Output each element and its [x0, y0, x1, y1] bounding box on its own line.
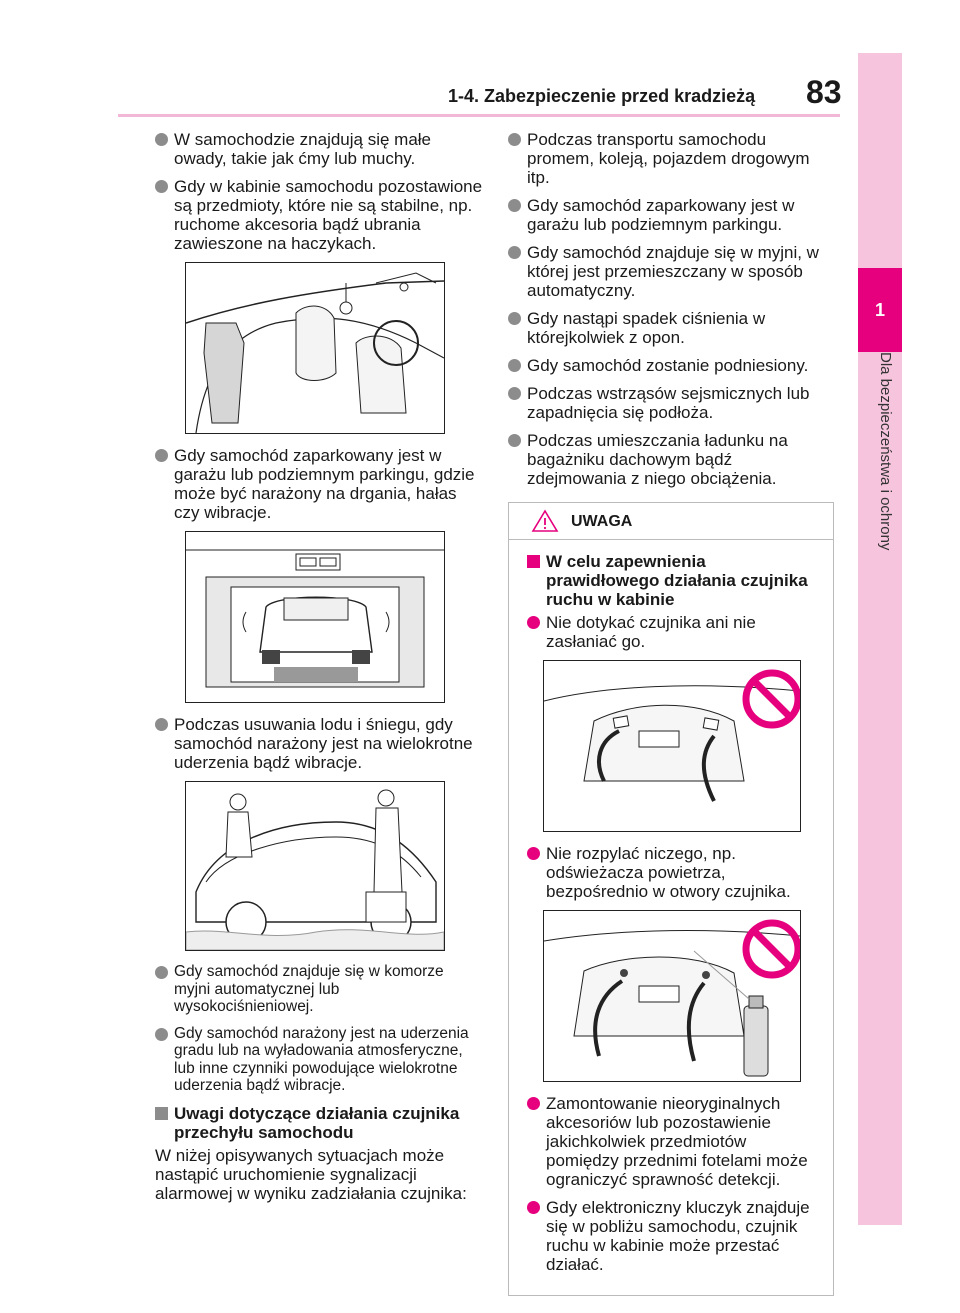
list-item-text: Gdy samochód narażony jest na uderzenia gradu lub na wyładowania atmosferyczne, lub inne czynniki powodujące wielokrotne uderzenia bądź wibracje. [174, 1024, 469, 1094]
square-bullet-icon [527, 555, 540, 568]
caution-header [509, 503, 833, 540]
list-item-text: Podczas wstrząsów sejsmicznych lub zapadnięcia się podłoża. [527, 384, 810, 422]
subsection-heading-text: Uwagi dotyczące działania czujnika przechyłu samochodu [174, 1103, 460, 1142]
caution-label: UWAGA [571, 513, 633, 530]
header-rule [118, 114, 840, 117]
bullet-icon [155, 966, 168, 979]
list-item [155, 715, 483, 772]
list-item [155, 963, 483, 1016]
list-item [508, 243, 834, 300]
list-item [508, 309, 834, 347]
bullet-icon [527, 847, 540, 860]
list-item-text: Nie rozpylać niczego, np. odświeżacza powietrza, bezpośrednio w otwory czujnika. [546, 844, 791, 901]
list-item-text: Gdy samochód znajduje się w myjni, w której jest przemieszczany w sposób automatyczny. [527, 243, 819, 300]
list-item [527, 1198, 823, 1274]
sensor-spray-illustration [543, 910, 801, 1082]
list-item [155, 446, 483, 522]
list-item-text: Gdy samochód zaparkowany jest w garażu lub podziemnym parkingu. [527, 196, 795, 234]
bullet-icon [508, 133, 521, 146]
bullet-icon [155, 133, 168, 146]
page-number: 83 [806, 74, 842, 110]
warning-icon [531, 509, 559, 533]
list-item-text: Podczas umieszczania ładunku na bagażniku dachowym bądź zdejmowania z niego obciążenia. [527, 431, 788, 488]
list-item-text: Gdy samochód zaparkowany jest w garażu lub podziemnym parkingu, gdzie może być narażony na drgania, hałas czy wibracje. [174, 446, 475, 522]
list-item-text: Gdy samochód zostanie podniesiony. [527, 356, 809, 375]
list-item [527, 844, 823, 901]
subsection-heading [155, 1104, 483, 1142]
bullet-icon [527, 1201, 540, 1214]
list-item-text: Gdy nastąpi spadek ciśnienia w którejkolwiek z opon. [527, 309, 766, 347]
bullet-icon [508, 246, 521, 259]
square-bullet-icon [155, 1107, 168, 1120]
chapter-sidebar [858, 53, 902, 1225]
list-item [508, 431, 834, 488]
garage-illustration [185, 531, 445, 703]
caution-heading [527, 552, 823, 609]
list-item-text: Gdy samochód znajduje się w komorze myjni automatycznej lub wysokociśnieniowej. [174, 963, 444, 1015]
list-item-text: Podczas usuwania lodu i śniegu, gdy samochód narażony jest na wielokrotne uderzenia bądź wibracje. [174, 715, 473, 772]
list-item [155, 1025, 483, 1095]
caution-heading-text: W celu zapewnienia prawidłowego działania czujnika ruchu w kabinie [546, 552, 808, 609]
bullet-icon [155, 449, 168, 462]
list-item-text: W samochodzie znajdują się małe owady, takie jak ćmy lub muchy. [174, 130, 432, 168]
car-interior-illustration [185, 262, 445, 434]
section-title: 1-4. Zabezpieczenie przed kradzieżą [448, 86, 756, 106]
list-item [508, 130, 834, 187]
list-item-text: Nie dotykać czujnika ani nie zasłaniać go. [546, 613, 756, 651]
bullet-icon [527, 1097, 540, 1110]
list-item [508, 196, 834, 234]
bullet-icon [508, 434, 521, 447]
bullet-icon [155, 180, 168, 193]
list-item-text: Gdy w kabinie samochodu pozostawione są przedmioty, które nie są stabilne, np. ruchome akcesoria bądź ubrania zawieszone na haczykach. [174, 177, 483, 253]
snow-removal-illustration [185, 781, 445, 951]
list-item [508, 384, 834, 422]
list-item-text: Zamontowanie nieoryginalnych akcesoriów lub pozostawienie jakichkolwiek przedmiotów pomiędzy przednimi fotelami może ograniczyć sprawność detekcji. [546, 1094, 808, 1189]
sensor-touch-illustration [543, 660, 801, 832]
list-item-text: Gdy elektroniczny kluczyk znajduje się w pobliżu samochodu, czujnik ruchu w kabinie może przestać działać. [546, 1198, 810, 1274]
left-column [155, 130, 483, 1203]
caution-box [508, 502, 834, 1296]
list-item [508, 356, 834, 375]
chapter-tab[interactable]: 1 [858, 268, 902, 352]
list-item [527, 613, 823, 651]
bullet-icon [155, 1028, 168, 1041]
bullet-icon [508, 199, 521, 212]
bullet-icon [155, 718, 168, 731]
list-item [155, 177, 483, 253]
bullet-icon [508, 387, 521, 400]
intro-paragraph: W niżej opisywanych sytuacjach może nastąpić uruchomienie sygnalizacji alarmowej w wyniku zadziałania czujnika: [155, 1145, 467, 1203]
list-item [527, 1094, 823, 1189]
bullet-icon [527, 616, 540, 629]
bullet-icon [508, 312, 521, 325]
chapter-title: Dla bezpieczeństwa i ochrony [877, 352, 894, 551]
list-item [155, 130, 483, 168]
right-column [508, 130, 834, 1296]
bullet-icon [508, 359, 521, 372]
list-item-text: Podczas transportu samochodu promem, koleją, pojazdem drogowym itp. [527, 130, 810, 187]
